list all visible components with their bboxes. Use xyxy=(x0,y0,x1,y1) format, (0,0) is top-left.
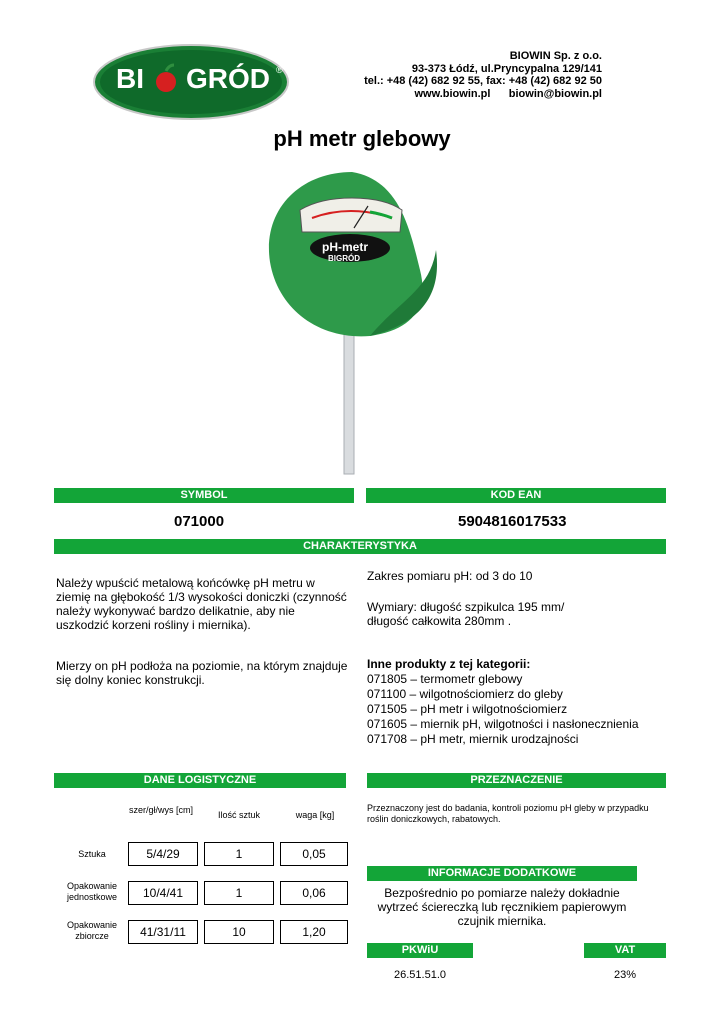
pkwiu-value: 26.51.51.0 xyxy=(394,969,446,981)
dimensions-line-2: długość całkowita 280mm . xyxy=(367,614,512,628)
symbol-value: 071000 xyxy=(174,513,225,530)
col-weight: waga [kg] xyxy=(295,810,335,820)
company-address: 93-373 Łódź, ul.Pryncypalna 129/141 xyxy=(411,62,602,75)
row-qty: 10 xyxy=(204,920,274,944)
company-phone-fax: tel.: +48 (42) 682 92 55, fax: +48 (42) 682 92 50 xyxy=(364,75,602,88)
pkwiu-header: PKWiU xyxy=(367,943,473,958)
logo-text-left: BI xyxy=(116,63,144,94)
company-info xyxy=(282,50,602,100)
row-dims: 41/31/11 xyxy=(128,920,198,944)
list-item: 071505 – pH metr i wilgotnościomierz xyxy=(367,702,568,716)
logo-text-right: GRÓD xyxy=(186,63,270,94)
other-products-title: Inne produkty z tej kategorii: xyxy=(367,657,531,671)
row-label: Opakowanie jednostkowe xyxy=(66,881,118,902)
company-logo xyxy=(92,43,290,121)
device-brand-left: BI xyxy=(328,254,336,263)
company-name: BIOWIN Sp. z o.o. xyxy=(509,50,602,62)
row-qty: 1 xyxy=(204,881,274,905)
page-title: pH metr glebowy xyxy=(273,126,451,151)
purpose-text: Przeznaczony jest do badania, kontroli poziomu pH gleby w przypadku roślin doniczkowych, rabatowych. xyxy=(367,803,649,824)
extra-info-header: INFORMACJE DODATKOWE xyxy=(367,866,637,881)
vat-value: 23% xyxy=(613,969,637,981)
list-item: 071708 – pH metr, miernik urodzajności xyxy=(367,732,579,746)
row-label: Opakowanie zbiorcze xyxy=(66,920,118,941)
product-image xyxy=(260,170,460,480)
logo-registered: ® xyxy=(276,65,283,75)
characteristics-paragraph-2: Mierzy on pH podłoża na poziomie, na którym znajduje się dolny koniec konstrukcji. xyxy=(56,659,348,687)
logistics-header: DANE LOGISTYCZNE xyxy=(54,773,346,788)
row-label: Sztuka xyxy=(78,849,106,859)
dimensions xyxy=(367,600,667,628)
col-dims: szer/gł/wys [cm] xyxy=(128,805,193,815)
characteristics-header: CHARAKTERYSTYKA xyxy=(54,539,666,554)
company-web-email xyxy=(282,88,602,101)
device-brand xyxy=(328,254,360,263)
characteristics-paragraph-1: Należy wpuścić metalową końcówkę pH metru w ziemię na głębokość 1/3 wysokości doniczki (czynność należy wykonywać bardzo delikatnie, aby nie uszkodzić korzeni rośliny i miernika). xyxy=(56,576,347,632)
ean-value: 5904816017533 xyxy=(458,513,567,530)
vat-header: VAT xyxy=(584,943,666,958)
measure-range: Zakres pomiaru pH: od 3 do 10 xyxy=(367,569,533,583)
symbol-header: SYMBOL xyxy=(54,488,354,503)
device-label: pH-metr xyxy=(322,240,369,254)
list-item: 071605 – miernik pH, wilgotności i nasłonecznienia xyxy=(367,717,639,731)
extra-info-text: Bezpośrednio po pomiarze należy dokładnie wytrzeć ściereczką lub ręcznikiem papierowym czujnik miernika. xyxy=(377,886,627,928)
row-dims: 5/4/29 xyxy=(128,842,198,866)
row-dims: 10/4/41 xyxy=(128,881,198,905)
list-item: 071805 – termometr glebowy xyxy=(367,672,523,686)
purpose-header: PRZEZNACZENIE xyxy=(367,773,666,788)
row-weight: 1,20 xyxy=(280,920,348,944)
device-brand-right: GRÓD xyxy=(336,254,360,263)
company-web[interactable]: www.biowin.pl xyxy=(414,87,491,100)
ean-header: KOD EAN xyxy=(366,488,666,503)
row-weight: 0,06 xyxy=(280,881,348,905)
list-item: 071100 – wilgotnościomierz do gleby xyxy=(367,687,563,701)
row-weight: 0,05 xyxy=(280,842,348,866)
dimensions-line-1: Wymiary: długość szpikulca 195 mm/ xyxy=(367,600,565,614)
other-products xyxy=(367,657,667,747)
row-qty: 1 xyxy=(204,842,274,866)
company-email[interactable]: biowin@biowin.pl xyxy=(508,87,602,100)
col-qty: Ilość sztuk xyxy=(217,810,260,820)
